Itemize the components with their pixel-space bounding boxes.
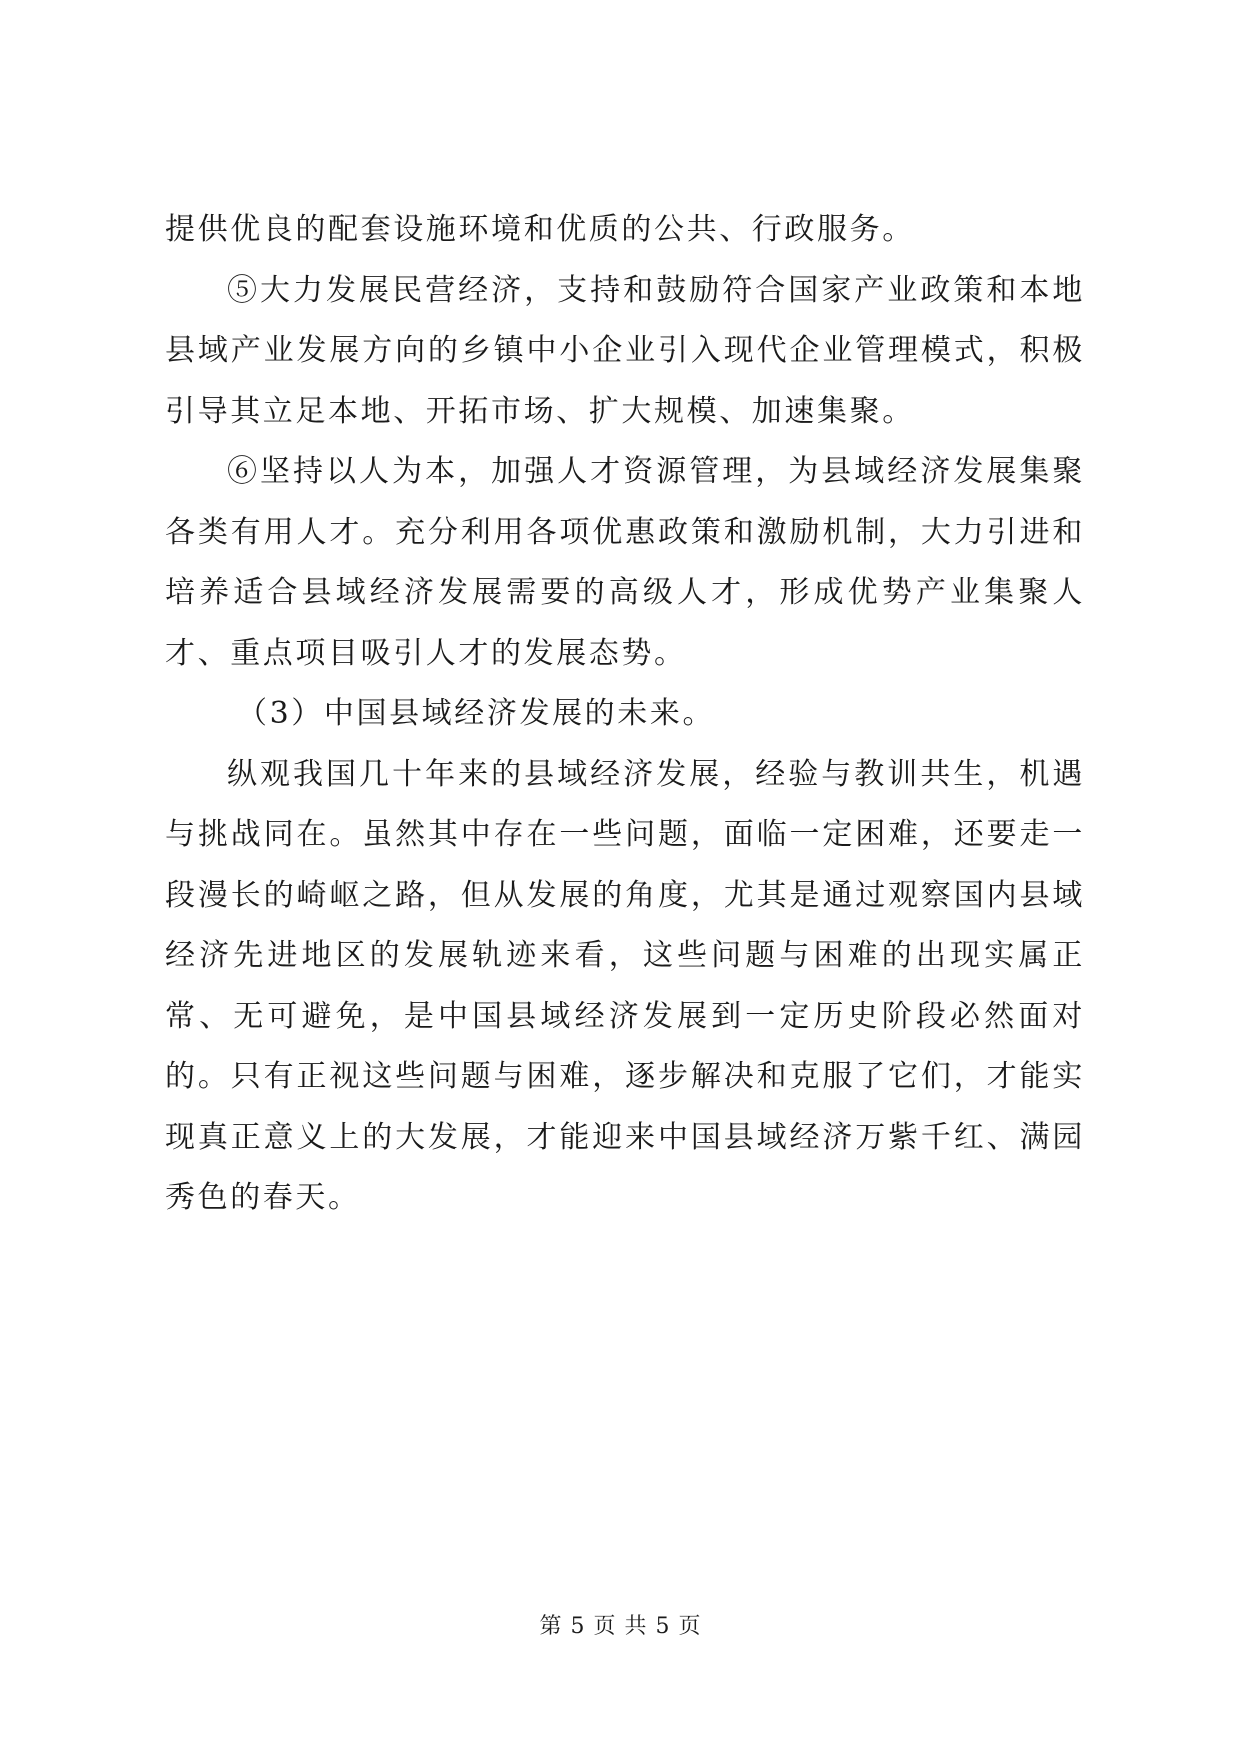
paragraph-continuation: 提供优良的配套设施环境和优质的公共、行政服务。 — [165, 212, 915, 247]
section-heading: （3）中国县域经济发展的未来。 — [237, 696, 716, 731]
paragraph-item-6: ⑥坚持以人为本，加强人才资源管理，为县域经济发展集聚各类有用人才。充分利用各项优惠政策和激励机制，大力引进和培养适合县域经济发展需要的高级人才，形成优势产业集聚人才、重点项目吸引人才的发展态势。 — [165, 454, 1085, 671]
document-body — [165, 200, 1085, 1229]
paragraph-conclusion: 纵观我国几十年来的县域经济发展，经验与教训共生，机遇与挑战同在。虽然其中存在一些问题，面临一定困难，还要走一段漫长的崎岖之路，但从发展的角度，尤其是通过观察国内县域经济先进地区的发展轨迹来看，这些问题与困难的出现实属正常、无可避免，是中国县域经济发展到一定历史阶段必然面对的。只有正视这些问题与困难，逐步解决和克服了它们，才能实现真正意义上的大发展，才能迎来中国县域经济万紫千红、满园秀色的春天。 — [165, 756, 1085, 1215]
page-footer: 第 5 页 共 5 页 — [539, 1614, 702, 1639]
paragraph-item-5: ⑤大力发展民营经济，支持和鼓励符合国家产业政策和本地县域产业发展方向的乡镇中小企业引入现代企业管理模式，积极引导其立足本地、开拓市场、扩大规模、加速集聚。 — [165, 272, 1085, 429]
